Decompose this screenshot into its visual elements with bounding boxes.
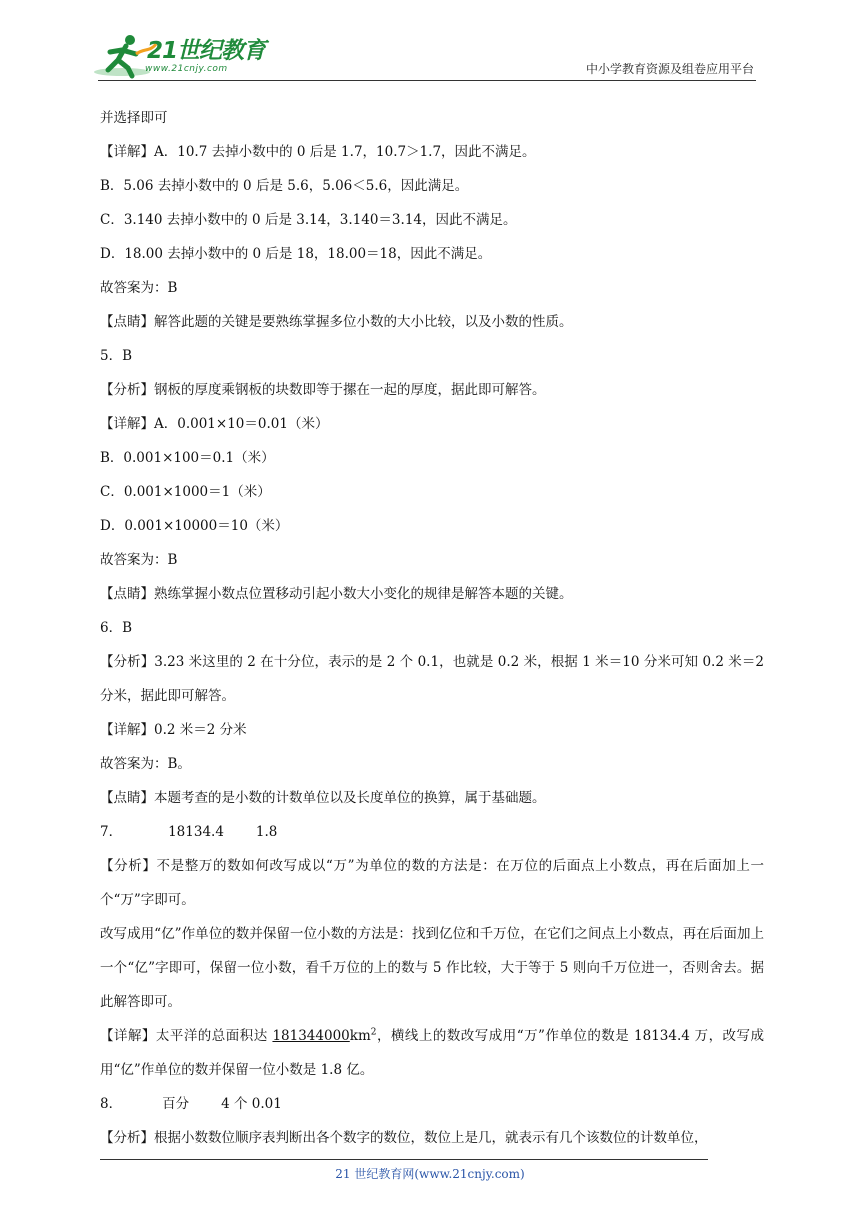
question-number: 7．	[100, 824, 123, 840]
document-body	[100, 101, 764, 1155]
text-line: D．0.001×10000＝10（米）	[100, 518, 289, 534]
footer-link[interactable]: 21 世纪教育网(www.21cnjy.com)	[335, 1167, 525, 1181]
text-paragraph: 【分析】不是整万的数如何改写成以“万”为单位的数的方法是：在万位的后面点上小数点，再在后面加上一个“万”字即可。	[100, 858, 764, 908]
text-line: 【点睛】熟练掌握小数点位置移动引起小数大小变化的规律是解答本题的关键。	[100, 586, 573, 602]
text-paragraph: 改写成用“亿”作单位的数并保留一位小数的方法是：找到亿位和千万位，在它们之间点上小数点，再在后面加上一个“亿”字即可，保留一位小数，看千万位的上的数与 5 作比较，大于等于 5 则向千万位进一，否则舍去。据此解答即可。	[100, 926, 764, 1010]
logo-url: www.21cnjy.com	[145, 64, 228, 74]
logo-text: 21世纪教育	[147, 38, 266, 64]
platform-title: 中小学教育资源及组卷应用平台	[585, 62, 754, 76]
detail-paragraph: 【详解】太平洋的总面积达 $181344000km^2$，横线上的数改写成用“万”作单位的数是 18134.4 万，改写成用“亿”作单位的数并保留一位小数是 1.8 亿。	[100, 1027, 764, 1078]
text-line: C．0.001×1000＝1（米）	[100, 484, 271, 500]
text-line: 【详解】A．0.001×10＝0.01（米）	[100, 416, 329, 432]
text-line: 故答案为：B	[100, 280, 178, 296]
text-line: 故答案为：B。	[100, 756, 191, 772]
text-line: 【详解】0.2 米＝2 分米	[100, 722, 247, 738]
text-line: 故答案为：B	[100, 552, 178, 568]
text-line: 【点睛】本题考查的是小数的计数单位以及长度单位的换算，属于基础题。	[100, 790, 546, 806]
text-line: C．3.140 去掉小数中的 0 后是 3.14，3.140＝3.14，因此不满足。	[100, 212, 517, 228]
text-line: 并选择即可	[100, 110, 168, 126]
question-number: 6．B	[100, 620, 133, 636]
text-line: B．5.06 去掉小数中的 0 后是 5.6，5.06＜5.6，因此满足。	[100, 178, 469, 194]
text-line: D．18.00 去掉小数中的 0 后是 18，18.00＝18，因此不满足。	[100, 246, 492, 262]
answer-blank-2: 1.8	[255, 824, 278, 840]
underlined-number: 181344000	[272, 1028, 350, 1044]
text-line: 【点睛】解答此题的关键是要熟练掌握多位小数的大小比较，以及小数的性质。	[100, 314, 573, 330]
text-line: 【详解】A．10.7 去掉小数中的 0 后是 1.7，10.7＞1.7，因此不满足。	[100, 144, 536, 160]
text-line: 【分析】钢板的厚度乘钢板的块数即等于摞在一起的厚度，据此即可解答。	[100, 382, 546, 398]
text-line: 【分析】根据小数数位顺序表判断出各个数字的数位，数位上是几，就表示有几个该数位的计数单位，	[100, 1130, 708, 1146]
answer-blank-1: 18134.4	[168, 824, 224, 840]
question-number: 5．B	[100, 348, 133, 364]
header-divider	[98, 80, 756, 81]
question-8-answer	[100, 1087, 764, 1121]
page-header	[0, 0, 860, 82]
text-paragraph: 【分析】3.23 米这里的 2 在十分位，表示的是 2 个 0.1，也就是 0.2 米，根据 1 米＝10 分米可知 0.2 米＝2 分米，据此即可解答。	[100, 654, 764, 704]
footer-divider	[100, 1159, 708, 1160]
answer-blank-2: 4 个 0.01	[221, 1096, 282, 1112]
question-7-answer	[100, 815, 764, 849]
answer-blank-1: 百分	[162, 1096, 190, 1112]
question-number: 8．	[100, 1096, 123, 1112]
text-line: B．0.001×100＝0.1（米）	[100, 450, 275, 466]
